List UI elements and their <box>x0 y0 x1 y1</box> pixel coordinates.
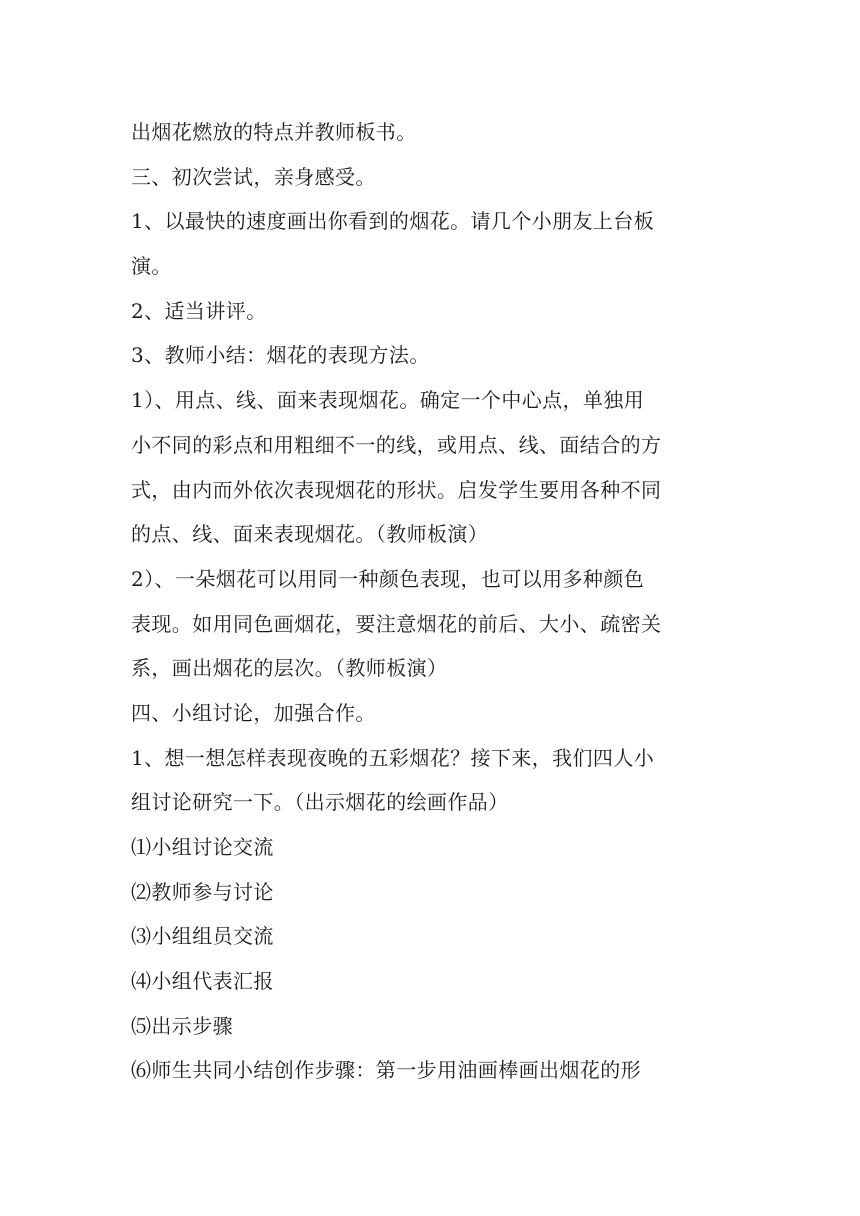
text-line: 小不同的彩点和用粗细不一的线，或用点、线、面结合的方 <box>131 432 662 457</box>
list-item: ⑵教师参与讨论 <box>131 879 274 904</box>
text-line: 1）、用点、线、面来表现烟花。确定一个中心点，单独用 <box>131 388 645 413</box>
text-line: 组讨论研究一下。（出示烟花的绘画作品） <box>131 790 509 815</box>
text-line: 1、以最快的速度画出你看到的烟花。请几个小朋友上台板 <box>131 209 655 234</box>
section-heading: 四、小组讨论，加强合作。 <box>131 700 376 725</box>
text-line: 2、适当讲评。 <box>131 298 267 323</box>
document-body <box>131 110 731 1093</box>
text-line: 式，由内而外依次表现烟花的形状。启发学生要用各种不同 <box>131 477 662 502</box>
text-line: 1、想一想怎样表现夜晚的五彩烟花？接下来，我们四人小 <box>131 745 655 770</box>
list-item: ⑶小组组员交流 <box>131 924 274 949</box>
text-line: 2）、一朵烟花可以用同一种颜色表现，也可以用多种颜色 <box>131 566 645 591</box>
text-line: 系，画出烟花的层次。（教师板演） <box>131 656 448 681</box>
text-line: 3、教师小结：烟花的表现方法。 <box>131 343 430 368</box>
text-line: 的点、线、面来表现烟花。（教师板演） <box>131 522 489 547</box>
list-item: ⑹师生共同小结创作步骤：第一步用油画棒画出烟花的形 <box>131 1058 641 1083</box>
text-line: 演。 <box>131 254 172 279</box>
section-heading: 三、初次尝试，亲身感受。 <box>131 164 376 189</box>
text-line: 出烟花燃放的特点并教师板书。 <box>131 120 417 144</box>
list-item: ⑸出示步骤 <box>131 1013 233 1038</box>
text-line: 表现。如用同色画烟花，要注意烟花的前后、大小、疏密关 <box>131 611 662 636</box>
list-item: ⑴小组讨论交流 <box>131 835 274 859</box>
list-item: ⑷小组代表汇报 <box>131 969 274 994</box>
